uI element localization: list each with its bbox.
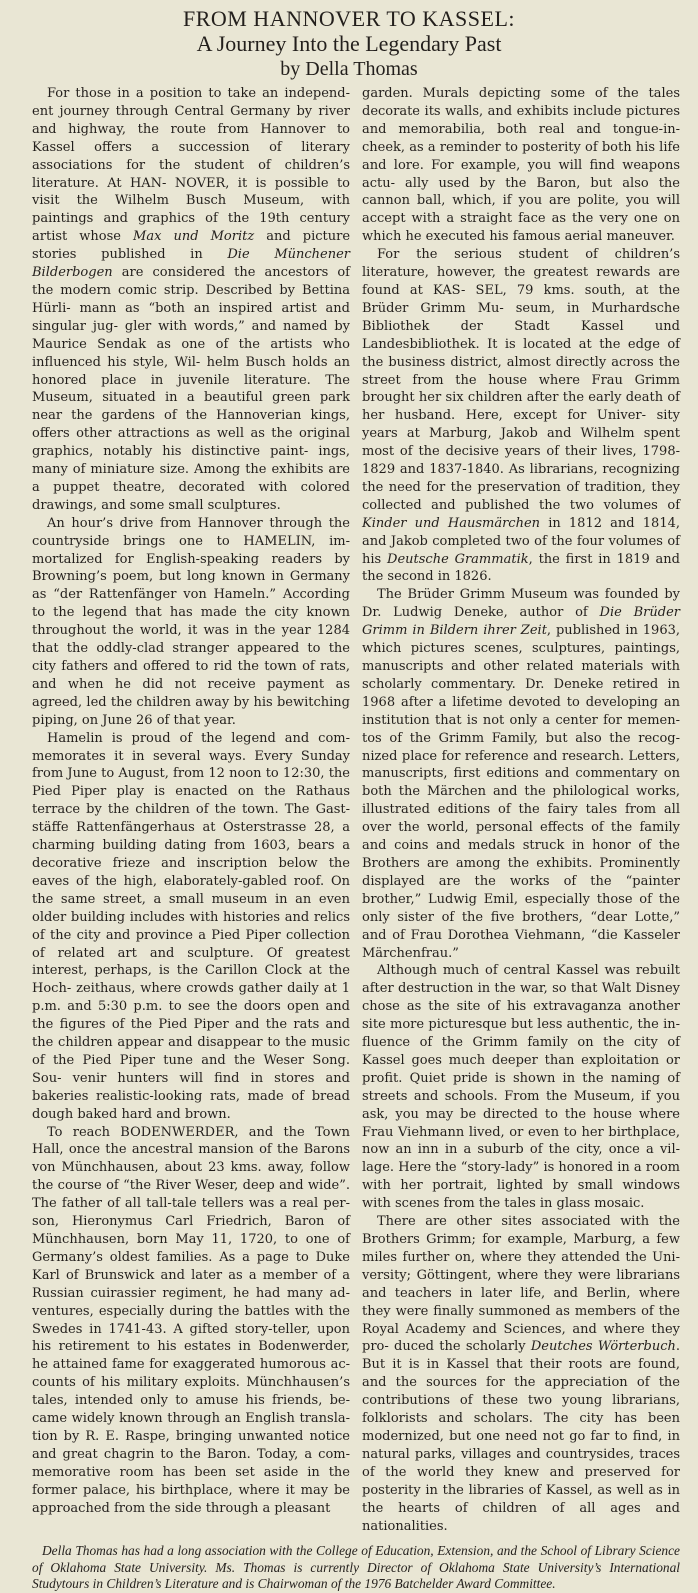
paragraph-grimm-museum (362, 586, 680, 962)
paragraph-bodenwerder: To reach BODENWERDER, and the Town Hall, once the ancestral mansion of the Barons von Münchhausen, about 23 kms. away, follow the course of “the River Weser, deep and wide”. The father of all tall-tale tellers was a real per- son, Hieronymus Carl Friedrich, Baron of Münchhausen, born May 11, 1720, to one of Germany’s oldest families. As a page to Duke Karl of Brunswick and later as a member of a Russian cuirassier regiment, he had many ad- ventures, especially during the battles with the Swedes in 1741-43. A gifted story-teller, upon his retirement to his estates in Bodenwerder, he attained fame for exaggerated humorous ac- counts of his military exploits. Münchhausen’s tales, intended only to amuse his friends, be- came widely known through an English transla- tion by R. E. Raspe, bringing unwanted notice and great chagrin to the Baron. Today, a com- memorative room has been set aside in the former palace, his birthplace, where it may be approached from the side through a pleasant (32, 1124, 350, 1516)
article-byline: by Della Thomas (280, 58, 418, 80)
author-note: Della Thomas has had a long association with the College of Education, Extension, and the School of Library Science of Oklahoma State University. Ms. Thomas is currently Director of Oklahoma State University’s International Studytours in Children’s Literature and is Chairwoman of the 1976 Batchelder Award Committee. (32, 1543, 680, 1592)
paragraph-kassel-influence: Although much of central Kassel was rebuilt after destruction in the war, so that Walt Disney chose as the site of his extravaganza another site more picturesque but less authentic, the in- fluence of the Grimm family on the city of Kassel goes much deeper than exploitation or profit. Quiet pride is shown in the naming of streets and schools. From the Museum, if you ask, you may be directed to the house where Frau Viehmann lived, or even to her birthplace, now an inn in a suburb of the city, once a vil- lage. Here the “story-lady” is honored in a room with her portrait, lighted by small windows with scenes from the tales in glass mosaic. (362, 963, 680, 1212)
paragraph-other-sites (362, 1213, 680, 1535)
right-column (362, 85, 680, 1535)
paragraph-hannover (32, 85, 350, 515)
book-title: Die Brüder Grimm in Bildern ihrer Zeit (362, 605, 680, 639)
text-run: The Brüder Grimm Museum was founded by Dr. Ludwig Deneke, author of (362, 587, 680, 621)
article-subtitle: A Journey Into the Legendary Past (196, 31, 502, 56)
text-run: are considered the ancestors of the modern comic strip. Described by Bettina Hürli- mann as “both an inspired artist and singular jug- gler with words,” and named by Maurice Sendak as one of the artists who influenced his style, Wil- helm Busch holds an honored place in juvenile literature. The Museum, situated in a beautiful green park near the gardens of the Hannoverian kings, offers other attractions as well as the original graphics, notably his distinctive paint- ings, many of miniature size. Among the exhibits are a puppet theatre, decorated with colored drawings, and some small sculptures. (32, 265, 350, 513)
text-run: For the serious student of children’s literature, however, the greatest rewards are found at KAS- SEL, 79 kms. south, at the Brüder Grimm Mu- seum, in Murhardsche Bibliothek der Stadt Kassel und Landesbibliothek. It is located at the edge of the business district, almost directly across the street from the house where Frau Grimm brought her six children after the early death of her husband. Here, except for Univer- sity years at Marburg, Jakob and Wilhelm spent most of the decisive years of their lives, 1798- 1829 and 1837-1840. As librarians, recognizing the need for the preservation of tradition, they collected and published the two volumes of (362, 247, 680, 513)
text-run: in 1812 and 1814, and Jakob completed two of the four volumes of his (362, 515, 680, 567)
article-title: FROM HANNOVER TO KASSEL: (182, 6, 516, 31)
book-title: Max und Moritz (133, 229, 255, 245)
text-run: For those in a position to take an independ- ent journey through Central Germany by river and highway, the route from Hannover to Kassel offers a succession of literary associations for the student of children’s literature. At HAN- NOVER, it is possible to visit the Wilhelm Busch Museum, with paintings and graphics of the 19th century artist whose (32, 86, 350, 245)
text-run: , published in 1963, which pictures scenes, sculptures, paintings, manuscripts and other related materials with scholarly commentary. Dr. Deneke retired in 1968 after a lifetime devoted to developing an institution that is not only a center for memen- tos of the Grimm Family, but also the recog- nized place for reference and research. Letters, manuscripts, first editions and commentary on both the Märchen and the philological works, illustrated editions of the fairy tales from all over the world, personal effects of the family and coins and medals struck in honor of the Brothers are among the exhibits. Prominently displayed are the works of the “painter brother,” Ludwig Emil, especially those of the only sister of the five brothers, “dear Lotte,” and of Frau Dorothea Viehmann, “die Kasseler Märchenfrau.” (362, 623, 680, 961)
book-title: Die Münchener Bilderbogen (32, 247, 350, 281)
paragraph-hamelin: An hour’s drive from Hannover through the countryside brings one to HAMELIN, im- mortalized for English-speaking readers by Browning’s poem, but long known in Germany as “der Rattenfänger von Hameln.” According to the legend that has made the city known throughout the world, it was in the year 1284 that the oddly-clad stranger appeared to the city fathers and offered to rid the town of rats, and when he did not receive payment as agreed, led the children away by his bewitching piping, on June 26 of that year. (32, 515, 350, 728)
book-title: Kinder und Hausmärchen (362, 515, 541, 531)
text-run: There are other sites associated with the Brothers Grimm; for example, Marburg, a few miles further on, where they attended the Uni- versity; Göttingent, where they were librarians and teachers in later life, and Berlin, where they were finally summoned as members of the Royal Academy and Sciences, and where they pro- duced the scholarly (362, 1214, 680, 1355)
book-title: Deutsche Grammatik (387, 551, 529, 567)
article-header (10, 6, 688, 82)
text-run: , the first in 1819 and the second in 1826. (362, 551, 680, 585)
book-title: Deutches Wörterbuch (530, 1339, 676, 1355)
paragraph-hamelin-legend: Hamelin is proud of the legend and com- memorates it in several ways. Every Sunday from June to August, from 12 noon to 12:30, the Pied Piper play is enacted on the Rathaus terrace by the children of the town. The Gast- stäffe Rattenfängerhaus at Osterstrasse 28, a charming building dating from 1603, bears a decorative frieze and inscription below the eaves of the high, elaborately-gabled roof. On the same street, a small museum in an even older building includes with histories and relics of the city and province a Pied Piper collection of related art and sculpture. Of greatest interest, perhaps, is the Carillon Clock at the Hoch- zeithaus, where crowds gather daily at 1 p.m. and 5:30 p.m. to see the doors open and the figures of the Pied Piper and the rats and the children appear and disappear to the music of the Pied Piper tune and the Weser Song. Sou- venir hunters will find in stores and bakeries realistic-looking rats, made of bread dough baked hard and brown. (32, 730, 350, 1122)
paragraph-garden-continued: garden. Murals depicting some of the tales decorate its walls, and exhibits include pictures and memorabilia, both real and tongue-in-cheek, as a reminder to posterity of both his life and lore. For example, you will find weapons actu- ally used by the Baron, but also the cannon ball, which, if you are polite, you will accept with a straight face as the very one on which he executed his famous aerial maneuver. (362, 86, 680, 245)
paragraph-kassel (362, 246, 680, 586)
text-run: and picture stories published in (32, 229, 351, 263)
article-body (10, 85, 688, 1535)
text-run: . But it is in Kassel that their roots are found, and the sources for the appreciation of the contributions of these two young librarians, folklorists and scholars. The city has been modernized, but one need not go far to find, in natural parks, villages and countrysides, traces of the world they knew and preserved for posterity in the libraries of Kassel, as well as in the hearts of children of all ages and nationalities. (362, 1339, 680, 1534)
left-column (32, 85, 350, 1535)
